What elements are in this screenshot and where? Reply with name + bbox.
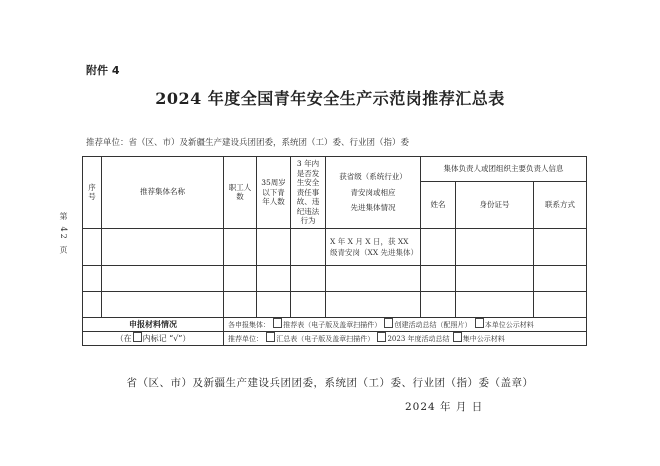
header-leader-name: 姓名 <box>421 181 456 228</box>
page-title: 2024 年度全国青年安全生产示范岗推荐汇总表 <box>155 89 505 108</box>
materials-unit-publicity-label: 本单位公示材料 <box>484 321 534 329</box>
checkbox-unit-publicity[interactable] <box>475 318 484 328</box>
recommending-unit-label: 推荐单位： <box>86 138 129 148</box>
cell-under35[interactable] <box>257 228 291 265</box>
cell-leader-name[interactable] <box>421 265 456 291</box>
cell-leader-id[interactable] <box>456 291 534 317</box>
cell-name[interactable] <box>102 265 224 291</box>
materials-line1-label: 各申报集体： <box>228 321 270 329</box>
cell-award-example[interactable]: X 年 X 月 X 日，获 XX 级青安岗（XX 先进集体） <box>326 228 421 265</box>
table-row <box>83 228 587 265</box>
materials-line1 <box>224 317 587 331</box>
page-number: 第 42 页 <box>59 212 68 256</box>
attachment-label: 附件 4 <box>86 64 120 77</box>
signature-line: 省（区、市）及新疆生产建设兵团团委，系统团（工）委、行业团（指）委（盖章） <box>126 377 534 389</box>
cell-under35[interactable] <box>257 265 291 291</box>
cell-seq[interactable] <box>83 291 102 317</box>
cell-under35[interactable] <box>257 291 291 317</box>
header-leader-contact: 联系方式 <box>534 181 587 228</box>
cell-seq[interactable] <box>83 228 102 265</box>
cell-seq[interactable] <box>83 265 102 291</box>
materials-line2-label: 推荐单位： <box>228 335 263 343</box>
header-award <box>326 157 421 229</box>
header-leader-id: 身份证号 <box>456 181 534 228</box>
header-leader-group: 集体负责人或团组织主要负责人信息 <box>421 157 587 182</box>
header-award-line1: 获省级（系统行业） <box>339 172 407 181</box>
header-award-line3: 先进集体情况 <box>350 203 396 212</box>
checkbox-activity-summary[interactable] <box>384 318 393 328</box>
recommending-unit-line <box>86 136 409 148</box>
checkbox-sample-icon <box>133 332 142 342</box>
cell-staff[interactable] <box>224 265 257 291</box>
table-row <box>83 291 587 317</box>
table-row <box>83 265 587 291</box>
cell-award[interactable] <box>326 291 421 317</box>
cell-name[interactable] <box>102 228 224 265</box>
cell-accident[interactable] <box>291 265 326 291</box>
cell-leader-contact[interactable] <box>534 228 587 265</box>
checkbox-central-publicity[interactable] <box>453 332 462 342</box>
header-seq: 序号 <box>83 157 102 229</box>
cell-staff[interactable] <box>224 291 257 317</box>
cell-leader-contact[interactable] <box>534 291 587 317</box>
cell-award[interactable] <box>326 265 421 291</box>
cell-accident[interactable] <box>291 291 326 317</box>
cell-leader-id[interactable] <box>456 228 534 265</box>
header-award-line2: 青安岗或相应 <box>350 187 396 197</box>
header-collective-name: 推荐集体名称 <box>102 157 224 229</box>
header-under35-count: 35周岁以下青年人数 <box>257 157 291 229</box>
materials-note-suffix: 内标记 “√”） <box>142 334 191 343</box>
header-accident: 3 年内是否发生安全责任事故、违纪违法行为 <box>291 157 326 229</box>
materials-note <box>83 331 224 345</box>
cell-name[interactable] <box>102 291 224 317</box>
cell-leader-name[interactable] <box>421 228 456 265</box>
materials-note-prefix: （在 <box>115 334 132 343</box>
cell-staff[interactable] <box>224 228 257 265</box>
cell-leader-name[interactable] <box>421 291 456 317</box>
materials-title: 申报材料情况 <box>83 317 224 331</box>
materials-central-publicity-label: 集中公示材料 <box>462 335 505 343</box>
summary-table <box>82 156 587 346</box>
header-staff-count: 职工人数 <box>224 157 257 229</box>
materials-summary-table-label: 汇总表（电子版及盖章扫描件） <box>276 335 375 343</box>
cell-accident[interactable] <box>291 228 326 265</box>
summary-table-wrap <box>82 156 586 346</box>
checkbox-annual-summary[interactable] <box>377 332 386 342</box>
cell-leader-id[interactable] <box>456 265 534 291</box>
materials-line2 <box>224 331 587 345</box>
materials-annual-summary-label: 2023 年度活动总结 <box>387 335 450 343</box>
materials-recommend-form-label: 推荐表（电子版及盖章扫描件） <box>283 321 382 329</box>
checkbox-summary-table[interactable] <box>266 332 275 342</box>
materials-activity-summary-label: 创建活动总结（配照片） <box>394 321 472 329</box>
date-line: 2024 年 月 日 <box>405 401 484 413</box>
recommending-unit-value: 省（区、市）及新疆生产建设兵团团委，系统团（工）委、行业团（指）委 <box>128 138 410 148</box>
checkbox-recommend-form[interactable] <box>273 318 282 328</box>
cell-leader-contact[interactable] <box>534 265 587 291</box>
